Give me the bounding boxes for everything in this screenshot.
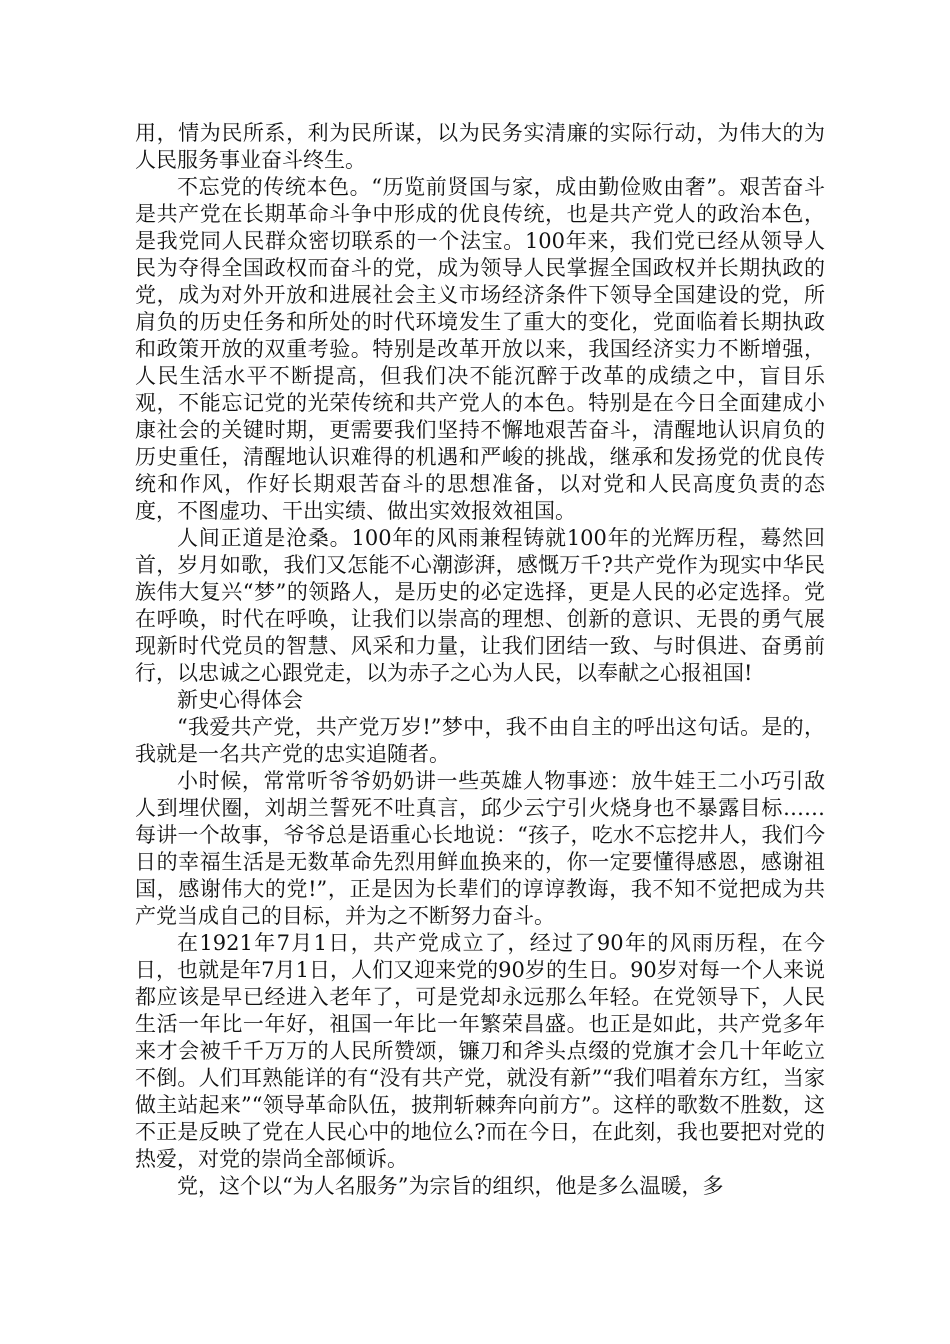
paragraph-party-service: 党，这个以“为人名服务”为宗旨的组织，他是多么温暖，多 (177, 1174, 724, 1198)
paragraph-founding: 在1921年7月1日，共产党成立了，经过了90年的风雨历程，在今日，也就是年7月1日，人们又迎来党的90岁的生日。90岁对每一个人来说都应该是早已经进入老年了，可是党却永远那么年轻。在党领导下，人民生活一年比一年好，祖国一年比一年繁荣昌盛。也正是如此，共产党多年来才会被千千万万的人民所赞颂，镰刀和斧头点缀的党旗才会几十年屹立不倒。人们耳熟能详的有“没有共产党，就没有新”“我们唱着东方红，当家做主站起来”“领导革命队伍，披荆斩棘奔向前方”。这样的歌数不胜数，这不正是反映了党在人民心中的地位么?而在今日，在此刻，我也要把对党的热爱，对党的崇尚全部倾诉。 (135, 931, 825, 1171)
section-heading: 新史心得体会 (177, 688, 303, 712)
paragraph-party-tradition: 不忘党的传统本色。“历览前贤国与家，成由勤俭败由奢”。艰苦奋斗是共产党在长期革命斗争中形成的优良传统，也是共产党人的政治本色，是我党同人民群众密切联系的一个法宝。100年来，我们党已经从领导人民为夺得全国政权而奋斗的党，成为领导人民掌握全国政权并长期执政的党，成为对外开放和进展社会主义市场经济条件下领导全国建设的党，所肩负的历史任务和所处的时代环境发生了重大的变化，党面临着长期执政和政策开放的双重考验。特别是改革开放以来，我国经济实力不断增强，人民生活水平不断提高，但我们决不能沉醉于改革的成绩之中，盲目乐观，不能忘记党的光荣传统和共产党人的本色。特别是在今日全面建成小康社会的关键时期，更需要我们坚持不懈地艰苦奋斗，清醒地认识肩负的历史重任，清醒地认识难得的机遇和严峻的挑战，继承和发扬党的优良传统和作风，作好长期艰苦奋斗的思想准备，以对党和人民高度负责的态度，不图虚功、干出实绩、做出实效报效祖国。 (135, 175, 825, 523)
paragraph-childhood: 小时候，常常听爷爷奶奶讲一些英雄人物事迹：放牛娃王二小巧引敌人到埋伏圈，刘胡兰誓死不吐真言，邱少云宁引火烧身也不暴露目标……每讲一个故事，爷爷总是语重心长地说：“孩子，吃水不忘挖井人，我们今日的幸福生活是无数革命先烈用鲜血换来的，你一定要懂得感恩，感谢祖国，感谢伟大的党!”，正是因为长辈们的谆谆教诲，我不知不觉把成为共产党当成自己的目标，并为之不断努力奋斗。 (135, 769, 825, 928)
paragraph-righteous-path: 人间正道是沧桑。100年的风雨兼程铸就100年的光辉历程，蓦然回首，岁月如歌，我们又怎能不心潮澎湃，感慨万千?共产党作为现实中华民族伟大复兴“梦”的领路人，是历史的必定选择，更是人民的必定选择。党在呼唤，时代在呼唤，让我们以崇高的理想、创新的意识、无畏的勇气展现新时代党员的智慧、风采和力量，让我们团结一致、与时俱进、奋勇前行，以忠诚之心跟党走，以为赤子之心为人民，以奉献之心报祖国! (135, 526, 825, 685)
document-page (135, 120, 825, 1200)
paragraph-love-party: “我爱共产党，共产党万岁!”梦中，我不由自主的呼出这句话。是的，我就是一名共产党的忠实追随者。 (135, 715, 825, 766)
paragraph-continuation: 用，情为民所系，利为民所谋，以为民务实清廉的实际行动，为伟大的为人民服务事业奋斗终生。 (135, 121, 825, 172)
